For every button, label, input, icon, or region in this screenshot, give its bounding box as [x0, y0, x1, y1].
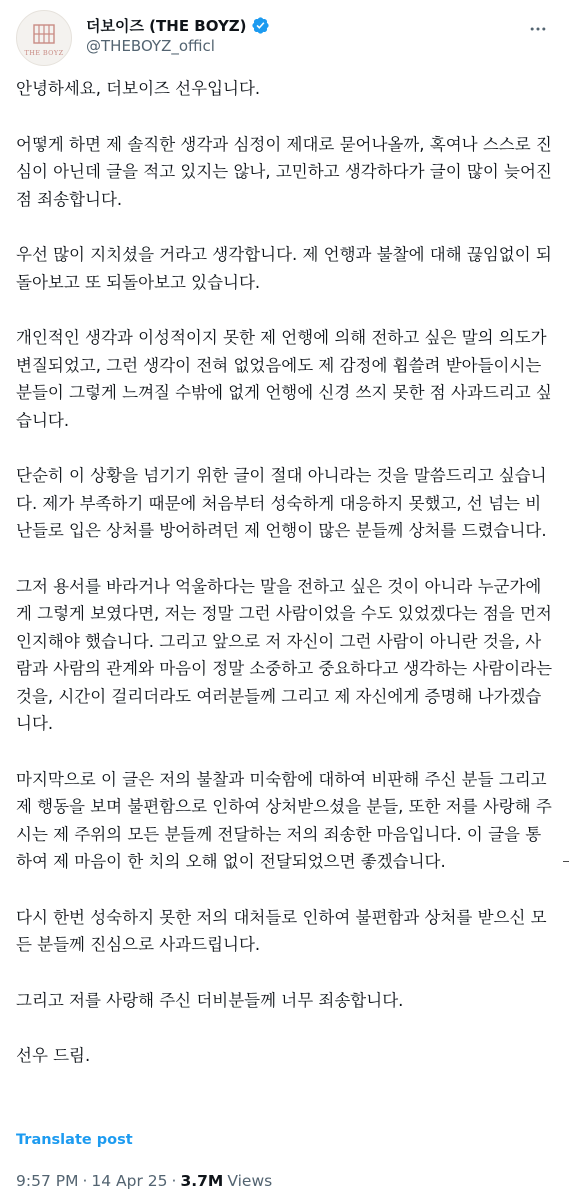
the-boyz-logo-icon — [32, 22, 56, 46]
views-label: Views — [227, 1172, 273, 1190]
more-options-button[interactable] — [525, 16, 551, 42]
tweet-paragraph: 마지막으로 이 글은 저의 불찰과 미숙함에 대하여 비판해 주신 분들 그리고 제 행동을 보며 불편함으로 인하여 상처받으셨을 분들, 또한 저를 사랑해 주시는 제 주위의 모든 분들께 전달하는 저의 죄송한 마음입니다. 이 글을 통하여 제 마음이 한 치의 오해 없이 전달되었으면 좋겠습니다. — [16, 769, 552, 871]
tweet-paragraph: 단순히 이 상황을 넘기기 위한 글이 절대 아니라는 것을 말씀드리고 싶습니다. 제가 부족하기 때문에 처음부터 성숙하게 대응하지 못했고, 선 넘는 비난들로 입은 상처를 방어하려던 제 언행이 많은 분들께 상처를 드렸습니다. — [16, 466, 547, 540]
tweet-paragraph: 안녕하세요, 더보이즈 선우입니다. — [16, 79, 261, 98]
tweet-paragraph: 선우 드림. — [16, 1046, 91, 1065]
tweet-paragraph: 어떻게 하면 제 솔직한 생각과 심정이 제대로 묻어나올까, 혹여나 스스로 진심이 아닌데 글을 적고 있지는 않나, 고민하고 생각하다가 글이 많이 늦어진 점 죄송합니다. — [16, 134, 552, 209]
verified-badge-icon — [251, 16, 270, 35]
more-options-icon — [528, 19, 548, 39]
tweet-header — [16, 10, 555, 66]
scroll-indicator — [563, 861, 569, 862]
name-row — [86, 14, 270, 36]
tweet-paragraph: 그리고 저를 사랑해 주신 더비분들께 너무 죄송합니다. — [16, 990, 404, 1010]
tweet-paragraph: 다시 한번 성숙하지 못한 저의 대처들로 인하여 불편함과 상처를 받으신 모든 분들께 진심으로 사과드립니다. — [16, 907, 547, 954]
tweet-paragraph: 개인적인 생각과 이성적이지 못한 제 언행에 의해 전하고 싶은 말의 의도가 변질되었고, 그런 생각이 전혀 없었음에도 제 감정에 휩쓸려 받아들이시는 분들이 그렇게 느껴질 수밖에 없게 언행에 신경 쓰지 못한 점 사과드리고 싶습니다. — [16, 328, 552, 430]
tweet-paragraph: 그저 용서를 바라거나 억울하다는 말을 전하고 싶은 것이 아니라 누군가에게 그렇게 보였다면, 저는 정말 그런 사람이었을 수도 있었겠다는 점을 먼저 인지해야 했습니다. 그리고 앞으로 저 자신이 그런 사람이 아니란 것을, 사람과 사람의 관계와 마음이 정말 소중하고 중요하다고 생각하는 사람이라는 것을, 시간이 걸리더라도 여러분들께 그리고 제 자신에게 증명해 나가겠습니다. — [16, 576, 553, 733]
avatar-logo-text: THE BOYZ — [24, 49, 64, 57]
tweet-meta — [16, 1172, 272, 1190]
avatar[interactable] — [16, 10, 72, 66]
tweet-text — [16, 75, 556, 1098]
meta-separator: · — [82, 1172, 88, 1190]
post-date[interactable]: 14 Apr 25 — [91, 1172, 168, 1190]
handle[interactable]: @THEBOYZ_officl — [86, 37, 215, 55]
meta-separator: · — [171, 1172, 177, 1190]
views-count: 3.7M — [180, 1172, 224, 1190]
display-name[interactable]: 더보이즈 (THE BOYZ) — [86, 16, 247, 35]
tweet-paragraph: 우선 많이 지치셨을 거라고 생각합니다. 제 언행과 불찰에 대해 끊임없이 되돌아보고 또 되돌아보고 있습니다. — [16, 245, 552, 292]
post-time[interactable]: 9:57 PM — [16, 1172, 79, 1190]
translate-post-link[interactable]: Translate post — [16, 1132, 133, 1148]
